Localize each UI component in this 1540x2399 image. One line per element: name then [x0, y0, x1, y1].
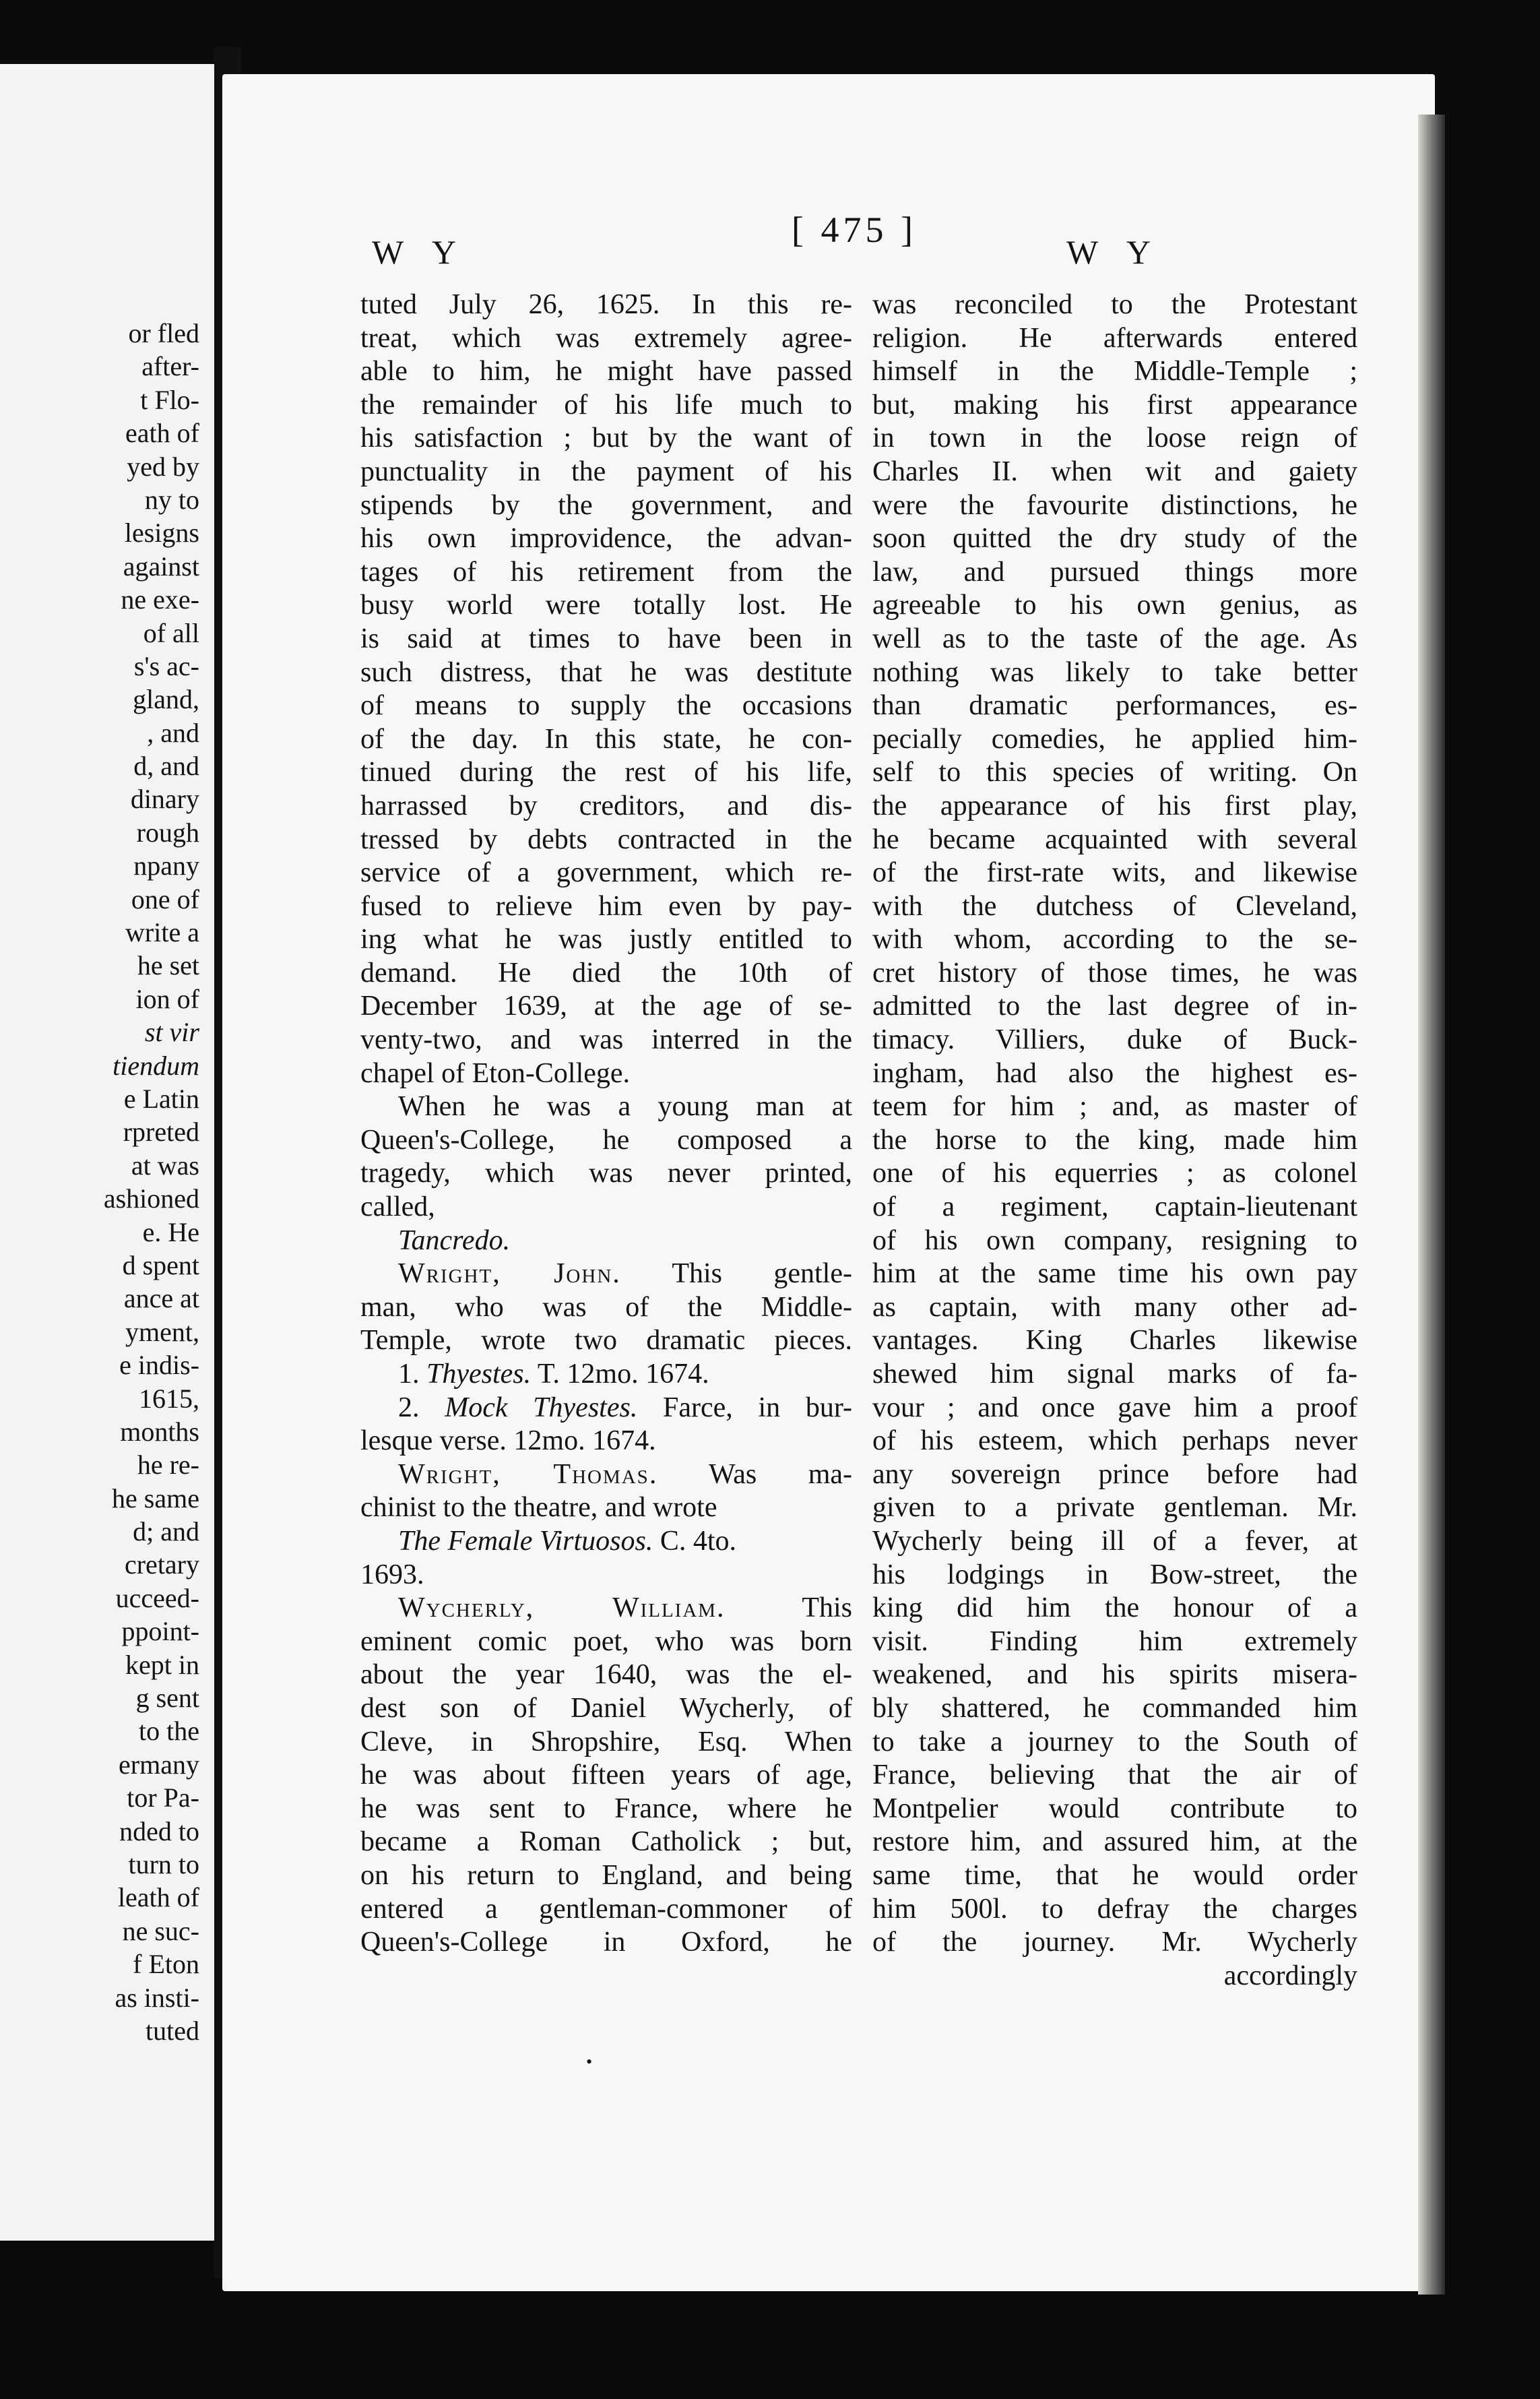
list-item: 2. Mock Thyestes. Farce, in bur- — [398, 1392, 852, 1423]
text-line: himself in the Middle-Temple ; — [872, 356, 1357, 387]
facing-page-line: after- — [141, 351, 199, 382]
text-line: teem for him ; and, as master of — [872, 1091, 1357, 1123]
list-item: 1. Thyestes. T. 12mo. 1674. — [398, 1359, 709, 1390]
text-line: service of a government, which re- — [360, 857, 852, 889]
text-line: of a regiment, captain-lieutenant — [872, 1191, 1357, 1223]
facing-page-line: s's ac- — [133, 650, 199, 681]
text-line: is said at times to have been in — [360, 623, 852, 654]
text-line: Temple, wrote two dramatic pieces. — [360, 1325, 852, 1357]
text-line: called, — [360, 1191, 435, 1223]
running-head — [0, 202, 1540, 283]
text-line: demand. He died the 10th of — [360, 957, 852, 989]
text-line: his own improvidence, the advan- — [360, 523, 852, 555]
facing-page-line: lesigns — [124, 518, 199, 549]
text-line: lesque verse. 12mo. 1674. — [360, 1425, 656, 1457]
text-line: he was sent to France, where he — [360, 1793, 852, 1824]
text-line: dest son of Daniel Wycherly, of — [360, 1692, 852, 1724]
facing-page-line: d spent — [122, 1249, 199, 1280]
text-line: but, making his first appearance — [872, 389, 1357, 420]
facing-page-line: t Flo- — [140, 384, 199, 415]
facing-page-line: dinary — [130, 784, 199, 815]
text-line: entered a gentleman-commoner of — [360, 1893, 852, 1925]
text-line: 1693. — [360, 1559, 424, 1590]
facing-page-line: ashioned — [103, 1183, 199, 1214]
facing-page-line: write a — [125, 917, 199, 948]
text-line: nothing was likely to take better — [872, 656, 1357, 688]
running-head-left: W Y — [372, 233, 468, 271]
text-line: king did him the honour of a — [872, 1592, 1357, 1624]
facing-page-line: cretary — [124, 1549, 199, 1580]
text-line: punctuality in the payment of his — [360, 456, 852, 487]
text-line: Charles II. when wit and gaiety — [872, 456, 1357, 487]
facing-page-line: yment, — [125, 1316, 199, 1347]
text-line: weakened, and his spirits misera- — [872, 1659, 1357, 1691]
text-line: any sovereign prince before had — [872, 1458, 1357, 1490]
text-line: of the first-rate wits, and likewise — [872, 857, 1357, 889]
text-line: France, believing that the air of — [872, 1759, 1357, 1791]
text-line: him 500l. to defray the charges — [872, 1893, 1357, 1925]
text-line: chapel of Eton-College. — [360, 1057, 631, 1089]
text-line: about the year 1640, was the el- — [360, 1659, 852, 1691]
facing-page-line: ermany — [119, 1749, 199, 1780]
facing-page-line: e indis- — [119, 1350, 199, 1381]
facing-page-line: rpreted — [123, 1117, 199, 1148]
facing-page-line: ance at — [123, 1283, 199, 1314]
text-line: than dramatic performances, es- — [872, 690, 1357, 722]
text-line: restore him, and assured him, at the — [872, 1826, 1357, 1858]
facing-page-line: as insti- — [115, 1982, 199, 2013]
facing-page-line: kept in — [125, 1649, 199, 1680]
facing-page-line: gland, — [133, 684, 199, 715]
text-line: one of his equerries ; as colonel — [872, 1158, 1357, 1189]
facing-page-line: ion of — [135, 983, 199, 1014]
text-line: in town in the loose reign of — [872, 423, 1357, 454]
text-line: eminent comic poet, who was born — [360, 1625, 852, 1657]
text-line: tuted July 26, 1625. In this re- — [360, 289, 852, 320]
text-line: tressed by debts contracted in the — [360, 823, 852, 855]
text-line: of his own company, resigning to — [872, 1224, 1357, 1256]
text-line: cret history of those times, he was — [872, 957, 1357, 989]
facing-page-line: he set — [137, 950, 199, 981]
facing-page-line: months — [120, 1416, 199, 1447]
text-column-right — [872, 288, 1357, 1993]
text-line: of his esteem, which perhaps never — [872, 1425, 1357, 1457]
text-line: bly shattered, he commanded him — [872, 1692, 1357, 1724]
text-line: timacy. Villiers, duke of Buck- — [872, 1024, 1357, 1056]
play-title: The Female Virtuosos. C. 4to. — [398, 1525, 737, 1557]
running-head-right: W Y — [1066, 233, 1162, 271]
text-line: of the day. In this state, he con- — [360, 723, 852, 755]
facing-page-line: one of — [131, 883, 199, 914]
facing-page-line: leath of — [117, 1882, 199, 1913]
facing-page-line: ppoint- — [121, 1616, 199, 1647]
facing-page-line: yed by — [127, 451, 199, 482]
facing-page-line: ny to — [144, 484, 199, 515]
page-number: [ 475 ] — [792, 210, 917, 250]
text-line: of the journey. Mr. Wycherly — [872, 1927, 1357, 1958]
facing-page-line: of all — [143, 617, 199, 648]
facing-page-text — [104, 317, 199, 2047]
facing-page-line: eath of — [125, 418, 199, 449]
facing-page-line: ne exe- — [121, 584, 199, 615]
text-line: treat, which was extremely agree- — [360, 322, 852, 354]
text-line: shewed him signal marks of fa- — [872, 1359, 1357, 1390]
entry-heading: Wright, Thomas. Was ma- — [398, 1458, 852, 1490]
text-line: same time, that he would order — [872, 1859, 1357, 1891]
facing-page-line: at was — [131, 1150, 199, 1181]
text-line: became a Roman Catholick ; but, — [360, 1826, 852, 1858]
text-line: venty-two, and was interred in the — [360, 1024, 852, 1056]
facing-page-line: turn to — [128, 1848, 199, 1879]
facing-page-line: tiendum — [113, 1050, 199, 1081]
text-line: the remainder of his life much to — [360, 389, 852, 420]
facing-page-line: g sent — [135, 1683, 199, 1714]
text-line: he became acquainted with several — [872, 823, 1357, 855]
text-line: Wycherly being ill of a fever, at — [872, 1525, 1357, 1557]
facing-page-line: e Latin — [123, 1083, 199, 1114]
text-line: tinued during the rest of his life, — [360, 757, 852, 788]
text-line: the horse to the king, made him — [872, 1124, 1357, 1156]
text-line: vour ; and once gave him a proof — [872, 1392, 1357, 1423]
text-line: Queen's-College in Oxford, he — [360, 1927, 852, 1958]
text-line: ing what he was justly entitled to — [360, 924, 852, 956]
text-line: soon quitted the dry study of the — [872, 523, 1357, 555]
text-line: tragedy, which was never printed, — [360, 1158, 852, 1189]
text-line: with whom, according to the se- — [872, 924, 1357, 956]
text-line: fused to relieve him even by pay- — [360, 890, 852, 922]
facing-page-line: ne suc- — [122, 1915, 199, 1946]
facing-page-fragment — [0, 64, 214, 2241]
text-line: he was about fifteen years of age, — [360, 1759, 852, 1791]
text-line: such distress, that he was destitute — [360, 656, 852, 688]
text-line: tages of his retirement from the — [360, 556, 852, 588]
text-line: When he was a young man at — [398, 1091, 852, 1123]
text-line: given to a private gentleman. Mr. — [872, 1492, 1357, 1524]
text-line: able to him, he might have passed — [360, 356, 852, 387]
facing-page-line: d; and — [133, 1516, 199, 1547]
entry-heading: Wycherly, William. This — [398, 1592, 852, 1624]
text-line: of means to supply the occasions — [360, 690, 852, 722]
text-line: as captain, with many other ad- — [872, 1291, 1357, 1323]
text-line: vantages. King Charles likewise — [872, 1325, 1357, 1357]
text-line: agreeable to his own genius, as — [872, 590, 1357, 621]
text-line: pecially comedies, he applied him- — [872, 723, 1357, 755]
text-line: religion. He afterwards entered — [872, 322, 1357, 354]
facing-page-line: to the — [139, 1716, 199, 1747]
facing-page-line: e. He — [142, 1216, 199, 1247]
facing-page-line: tuted — [146, 2015, 199, 2046]
text-column-left — [360, 288, 852, 1960]
facing-page-line: st vir — [144, 1017, 199, 1048]
text-line: man, who was of the Middle- — [360, 1291, 852, 1323]
text-line: on his return to England, and being — [360, 1859, 852, 1891]
text-line: Cleve, in Shropshire, Esq. When — [360, 1726, 852, 1757]
text-line: were the favourite distinctions, he — [872, 489, 1357, 521]
text-line: law, and pursued things more — [872, 556, 1357, 588]
facing-page-line: 1615, — [139, 1383, 199, 1414]
printer-mark: • — [586, 2052, 593, 2071]
facing-page-line: npany — [133, 850, 199, 881]
text-line: harrassed by creditors, and dis- — [360, 790, 852, 821]
facing-page-line: nded to — [119, 1815, 199, 1846]
text-line: with the dutchess of Cleveland, — [872, 890, 1357, 922]
facing-page-line: , and — [147, 717, 199, 748]
play-title: Tancredo. — [398, 1224, 511, 1256]
text-line: well as to the taste of the age. As — [872, 623, 1357, 654]
facing-page-line: rough — [136, 817, 199, 848]
facing-page-line: he re- — [137, 1450, 199, 1481]
facing-page-line: f Eton — [133, 1949, 199, 1980]
text-line: chinist to the theatre, and wrote — [360, 1492, 717, 1524]
text-line: busy world were totally lost. He — [360, 590, 852, 621]
facing-page-line: he same — [112, 1483, 199, 1514]
entry-heading: Wright, John. This gentle- — [398, 1258, 852, 1290]
text-line: Queen's-College, he composed a — [360, 1124, 852, 1156]
text-line: December 1639, at the age of se- — [360, 991, 852, 1022]
text-line: ingham, had also the highest es- — [872, 1057, 1357, 1089]
catchword: accordingly — [1223, 1960, 1357, 1991]
text-line: visit. Finding him extremely — [872, 1625, 1357, 1657]
text-line: his satisfaction ; but by the want of — [360, 423, 852, 454]
text-line: self to this species of writing. On — [872, 757, 1357, 788]
text-line: Montpelier would contribute to — [872, 1793, 1357, 1824]
text-line: admitted to the last degree of in- — [872, 991, 1357, 1022]
page-edge-shadow — [1418, 115, 1445, 2295]
text-line: to take a journey to the South of — [872, 1726, 1357, 1757]
text-line: him at the same time his own pay — [872, 1258, 1357, 1290]
facing-page-line: ucceed- — [115, 1582, 199, 1613]
text-line: his lodgings in Bow-street, the — [872, 1559, 1357, 1590]
text-line: the appearance of his first play, — [872, 790, 1357, 821]
text-line: stipends by the government, and — [360, 489, 852, 521]
facing-page-line: d, and — [133, 751, 199, 782]
facing-page-line: tor Pa- — [127, 1782, 199, 1813]
facing-page-line: or fled — [128, 318, 199, 348]
facing-page-line: against — [123, 551, 199, 582]
text-line: was reconciled to the Protestant — [872, 289, 1357, 320]
